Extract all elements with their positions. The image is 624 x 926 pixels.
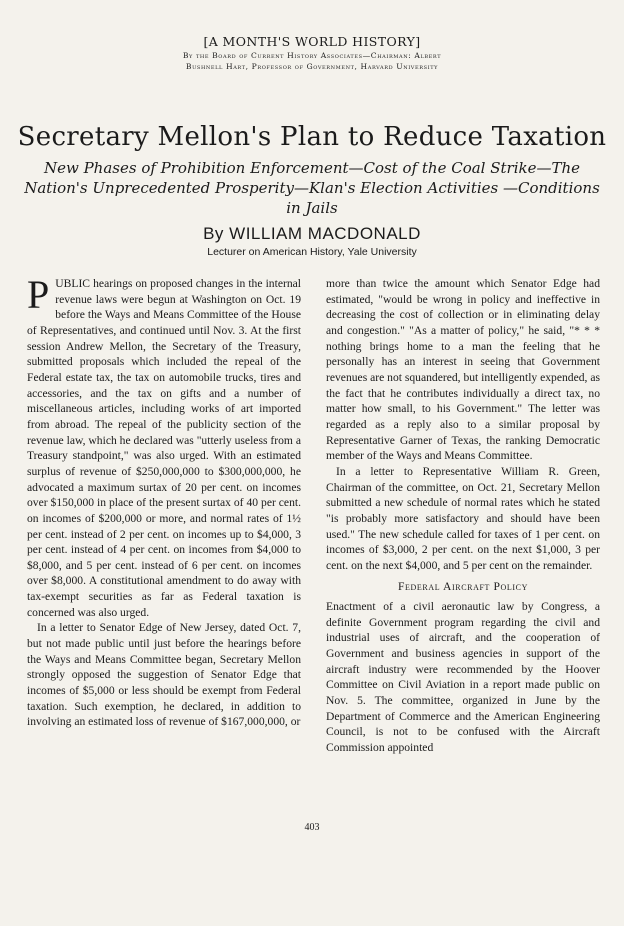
paragraph: In a letter to Senator Edge of New Jersey, dated Oct. 7, but not made public until just before the hearings before the Ways and Means Committee began, Secretary Mellon strongly opposed the suggestion of Senator Edge that incomes of $5,000 or less should be exempt from Federal taxation. Such exemption, he declared, in addition to involving an estimated loss of revenue of $167,000,000, or	[27, 621, 301, 729]
author-byline: By WILLIAM MACDONALD	[203, 224, 421, 243]
page-number: 403	[304, 822, 320, 833]
right-column	[326, 276, 600, 756]
paragraph: Enactment of a civil aeronautic law by Congress, a definite Government program regarding the civil and industrial uses of aircraft, and the cooperation of Government and business agencies in support of the aircraft industry were recommended by the Hoover Committee on Civil Aviation in a report made public on Nov. 5. The committee, organized in June by the Department of Commerce and the American Engineering Council, is not to be confused with the Aircraft Commission appointed	[326, 600, 600, 755]
editorial-board-line-1: By the Board of Current History Associates—Chairman: Albert	[182, 51, 442, 60]
article-title: Secretary Mellon's Plan to Reduce Taxation	[17, 122, 607, 152]
paragraph	[27, 272, 301, 620]
section-heading: Federal Aircraft Policy	[397, 580, 528, 594]
editorial-board-credit	[0, 50, 624, 72]
paragraph-text: UBLIC hearings on proposed changes in the internal revenue laws were begun at Washington on Oct. 19 before the Ways and Means Committee of the House of Representatives, and continued until Nov. 3. At the first session Andrew Mellon, the Secretary of the Treasury, submitted proposals which included the repeal of the Federal estate tax, the tax on automobile trucks, tires and accessories, and the tax on gifts and a number of miscellaneous articles, including works of art imported from abroad. The repeal of the publicity section of the revenue law, which he declared was "utterly useless from a Treasury standpoint," was also urged. With an estimated surplus of revenue of $250,000,000 to $300,000,000, he advocated a maximum surtax of 20 per cent. on incomes over $150,000 in place of the present surtax of 40 per cent. on incomes of $200,000 or more, and normal rates of 1½ per cent. instead of 2 per cent. on incomes up to $4,000, 3 per cent. instead of 4 per cent. on incomes from $4,000 to $8,000, and 5 per cent. instead of 6 per cent. on incomes over $8,000. A constitutional amendment to do away with tax-exempt securities as far as Federal taxation is concerned was also urged.	[27, 277, 301, 619]
editorial-board-line-2: Bushnell Hart, Professor of Government, Harvard University	[185, 62, 439, 71]
paragraph: In a letter to Representative William R. Green, Chairman of the committee, on Oct. 21, Secretary Mellon submitted a new schedule of normal rates which he stated "is probably more satisfactory and should have been used." The new schedule called for taxes of 1 per cent. on incomes of $3,000, 2 per cent. on the next $1,000, 3 per cent. on the next $4,000, and 5 per cent on the remainder.	[326, 464, 600, 572]
paragraph: more than twice the amount which Senator Edge had estimated, "would be wrong in policy and ineffective in decreasing the cost of collection or in eliminating delay and congestion." "As a matter of policy," he said, "* * * nothing brings home to a man the feeling that he personally has an interest in seeing that Government revenues are not squandered, but intelligently expended, as the fact that he contributes individually a direct tax, no matter how small, to his Government." The letter was regarded as a reply also to a similar proposal by Representative Garner of Texas, the ranking Democratic member of the Ways and Means Committee.	[326, 277, 600, 463]
series-title: [A MONTH'S WORLD HISTORY]	[203, 34, 421, 49]
author-affiliation: Lecturer on American History, Yale University	[207, 246, 417, 258]
drop-cap: P	[27, 272, 50, 317]
article-subtitle: New Phases of Prohibition Enforcement—Cost of the Coal Strike—The Nation's Unprecedented Prosperity—Klan's Election Activities —Conditions in Jails	[24, 159, 600, 217]
left-column	[27, 272, 301, 730]
